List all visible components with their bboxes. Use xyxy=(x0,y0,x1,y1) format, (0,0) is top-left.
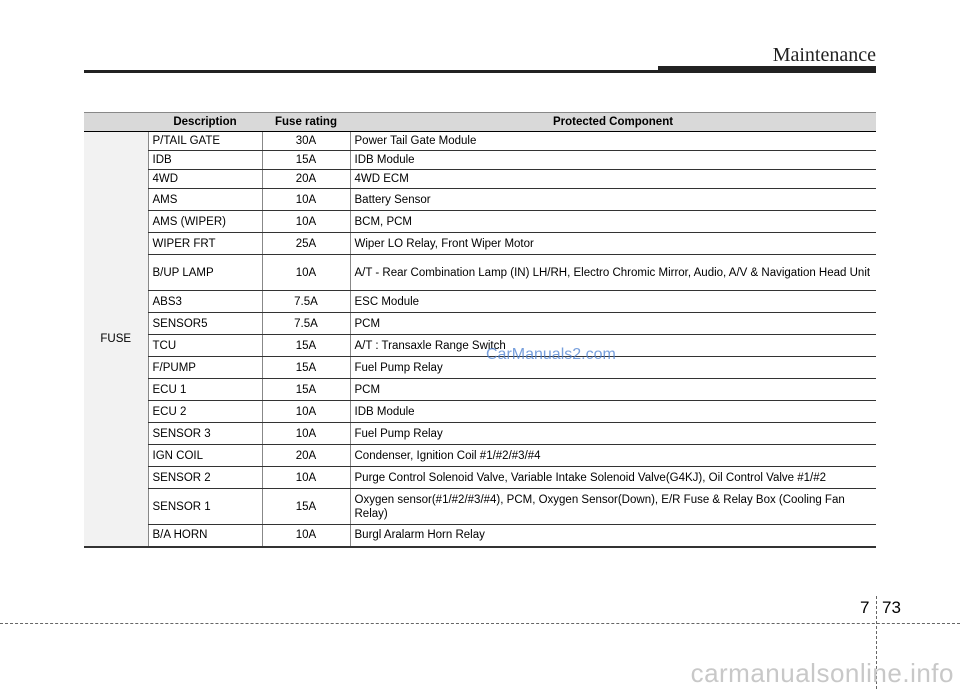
fuse-rating-cell: 25A xyxy=(262,233,350,255)
table-row xyxy=(84,189,876,211)
description-cell: ECU 1 xyxy=(148,379,262,401)
table-row xyxy=(84,255,876,291)
fuse-group-label: FUSE xyxy=(84,132,148,547)
protected-component-cell: IDB Module xyxy=(350,151,876,170)
description-cell: IGN COIL xyxy=(148,445,262,467)
protected-component-cell: Power Tail Gate Module xyxy=(350,132,876,151)
fuse-rating-cell: 10A xyxy=(262,525,350,547)
header-rule-thin xyxy=(84,70,660,73)
description-cell: B/UP LAMP xyxy=(148,255,262,291)
description-cell: AMS (WIPER) xyxy=(148,211,262,233)
protected-component-cell: A/T - Rear Combination Lamp (IN) LH/RH, Electro Chromic Mirror, Audio, A/V & Navigation Head Unit xyxy=(350,255,876,291)
description-cell: WIPER FRT xyxy=(148,233,262,255)
description-cell: ECU 2 xyxy=(148,401,262,423)
protected-component-cell: ESC Module xyxy=(350,291,876,313)
fuse-rating-cell: 20A xyxy=(262,170,350,189)
protected-component-cell: 4WD ECM xyxy=(350,170,876,189)
protected-component-cell: BCM, PCM xyxy=(350,211,876,233)
fuse-rating-cell: 10A xyxy=(262,255,350,291)
fuse-rating-cell: 10A xyxy=(262,467,350,489)
page-number: 73 xyxy=(882,598,901,617)
description-cell: AMS xyxy=(148,189,262,211)
table-row xyxy=(84,151,876,170)
description-cell: ABS3 xyxy=(148,291,262,313)
table-row xyxy=(84,132,876,151)
fuse-rating-cell: 15A xyxy=(262,151,350,170)
description-cell: TCU xyxy=(148,335,262,357)
header-description: Description xyxy=(148,113,262,132)
description-cell: SENSOR 3 xyxy=(148,423,262,445)
description-cell: IDB xyxy=(148,151,262,170)
fuse-rating-cell: 15A xyxy=(262,357,350,379)
table-row xyxy=(84,233,876,255)
protected-component-cell: A/T : Transaxle Range Switch xyxy=(350,335,876,357)
description-cell: F/PUMP xyxy=(148,357,262,379)
protected-component-cell: Wiper LO Relay, Front Wiper Motor xyxy=(350,233,876,255)
header-rule-thick xyxy=(658,66,876,73)
protected-component-cell: Fuel Pump Relay xyxy=(350,357,876,379)
fuse-rating-cell: 15A xyxy=(262,379,350,401)
table-row xyxy=(84,525,876,547)
fuse-rating-cell: 10A xyxy=(262,211,350,233)
protected-component-cell: PCM xyxy=(350,313,876,335)
table-row xyxy=(84,357,876,379)
protected-component-cell: Purge Control Solenoid Valve, Variable Intake Solenoid Valve(G4KJ), Oil Control Valve #1/#2 xyxy=(350,467,876,489)
table-row xyxy=(84,211,876,233)
table-header-row xyxy=(84,113,876,132)
table-row xyxy=(84,291,876,313)
fuse-rating-cell: 10A xyxy=(262,401,350,423)
description-cell: B/A HORN xyxy=(148,525,262,547)
fuse-table-body xyxy=(84,132,876,547)
description-cell: P/TAIL GATE xyxy=(148,132,262,151)
page-header-title: Maintenance xyxy=(772,44,876,66)
protected-component-cell: IDB Module xyxy=(350,401,876,423)
protected-component-cell: Battery Sensor xyxy=(350,189,876,211)
protected-component-cell: Oxygen sensor(#1/#2/#3/#4), PCM, Oxygen Sensor(Down), E/R Fuse & Relay Box (Cooling Fan Relay) xyxy=(350,489,876,525)
chapter-number: 7 xyxy=(860,598,870,617)
table-row xyxy=(84,423,876,445)
table-row xyxy=(84,313,876,335)
fuse-rating-cell: 10A xyxy=(262,423,350,445)
fuse-rating-cell: 15A xyxy=(262,335,350,357)
table-row xyxy=(84,489,876,525)
table-row xyxy=(84,379,876,401)
header-group-cell xyxy=(84,113,148,132)
description-cell: SENSOR 1 xyxy=(148,489,262,525)
table-row xyxy=(84,445,876,467)
fuse-rating-cell: 20A xyxy=(262,445,350,467)
protected-component-cell: Condenser, Ignition Coil #1/#2/#3/#4 xyxy=(350,445,876,467)
table-row xyxy=(84,401,876,423)
fuse-rating-cell: 30A xyxy=(262,132,350,151)
description-cell: SENSOR 2 xyxy=(148,467,262,489)
table-row xyxy=(84,335,876,357)
description-cell: 4WD xyxy=(148,170,262,189)
site-watermark: carmanualsonline.info xyxy=(690,658,954,688)
watermark-text: CarManuals2.com xyxy=(486,346,616,363)
fuse-rating-cell: 7.5A xyxy=(262,313,350,335)
protected-component-cell: Fuel Pump Relay xyxy=(350,423,876,445)
header-protected-component: Protected Component xyxy=(350,113,876,132)
header-fuse-rating: Fuse rating xyxy=(262,113,350,132)
fuse-rating-cell: 15A xyxy=(262,489,350,525)
protected-component-cell: Burgl Aralarm Horn Relay xyxy=(350,525,876,547)
table-row xyxy=(84,170,876,189)
description-cell: SENSOR5 xyxy=(148,313,262,335)
fuse-rating-cell: 7.5A xyxy=(262,291,350,313)
protected-component-cell: PCM xyxy=(350,379,876,401)
fuse-rating-cell: 10A xyxy=(262,189,350,211)
fuse-table xyxy=(84,112,876,548)
table-row xyxy=(84,467,876,489)
footer-dashed-line xyxy=(0,623,960,624)
